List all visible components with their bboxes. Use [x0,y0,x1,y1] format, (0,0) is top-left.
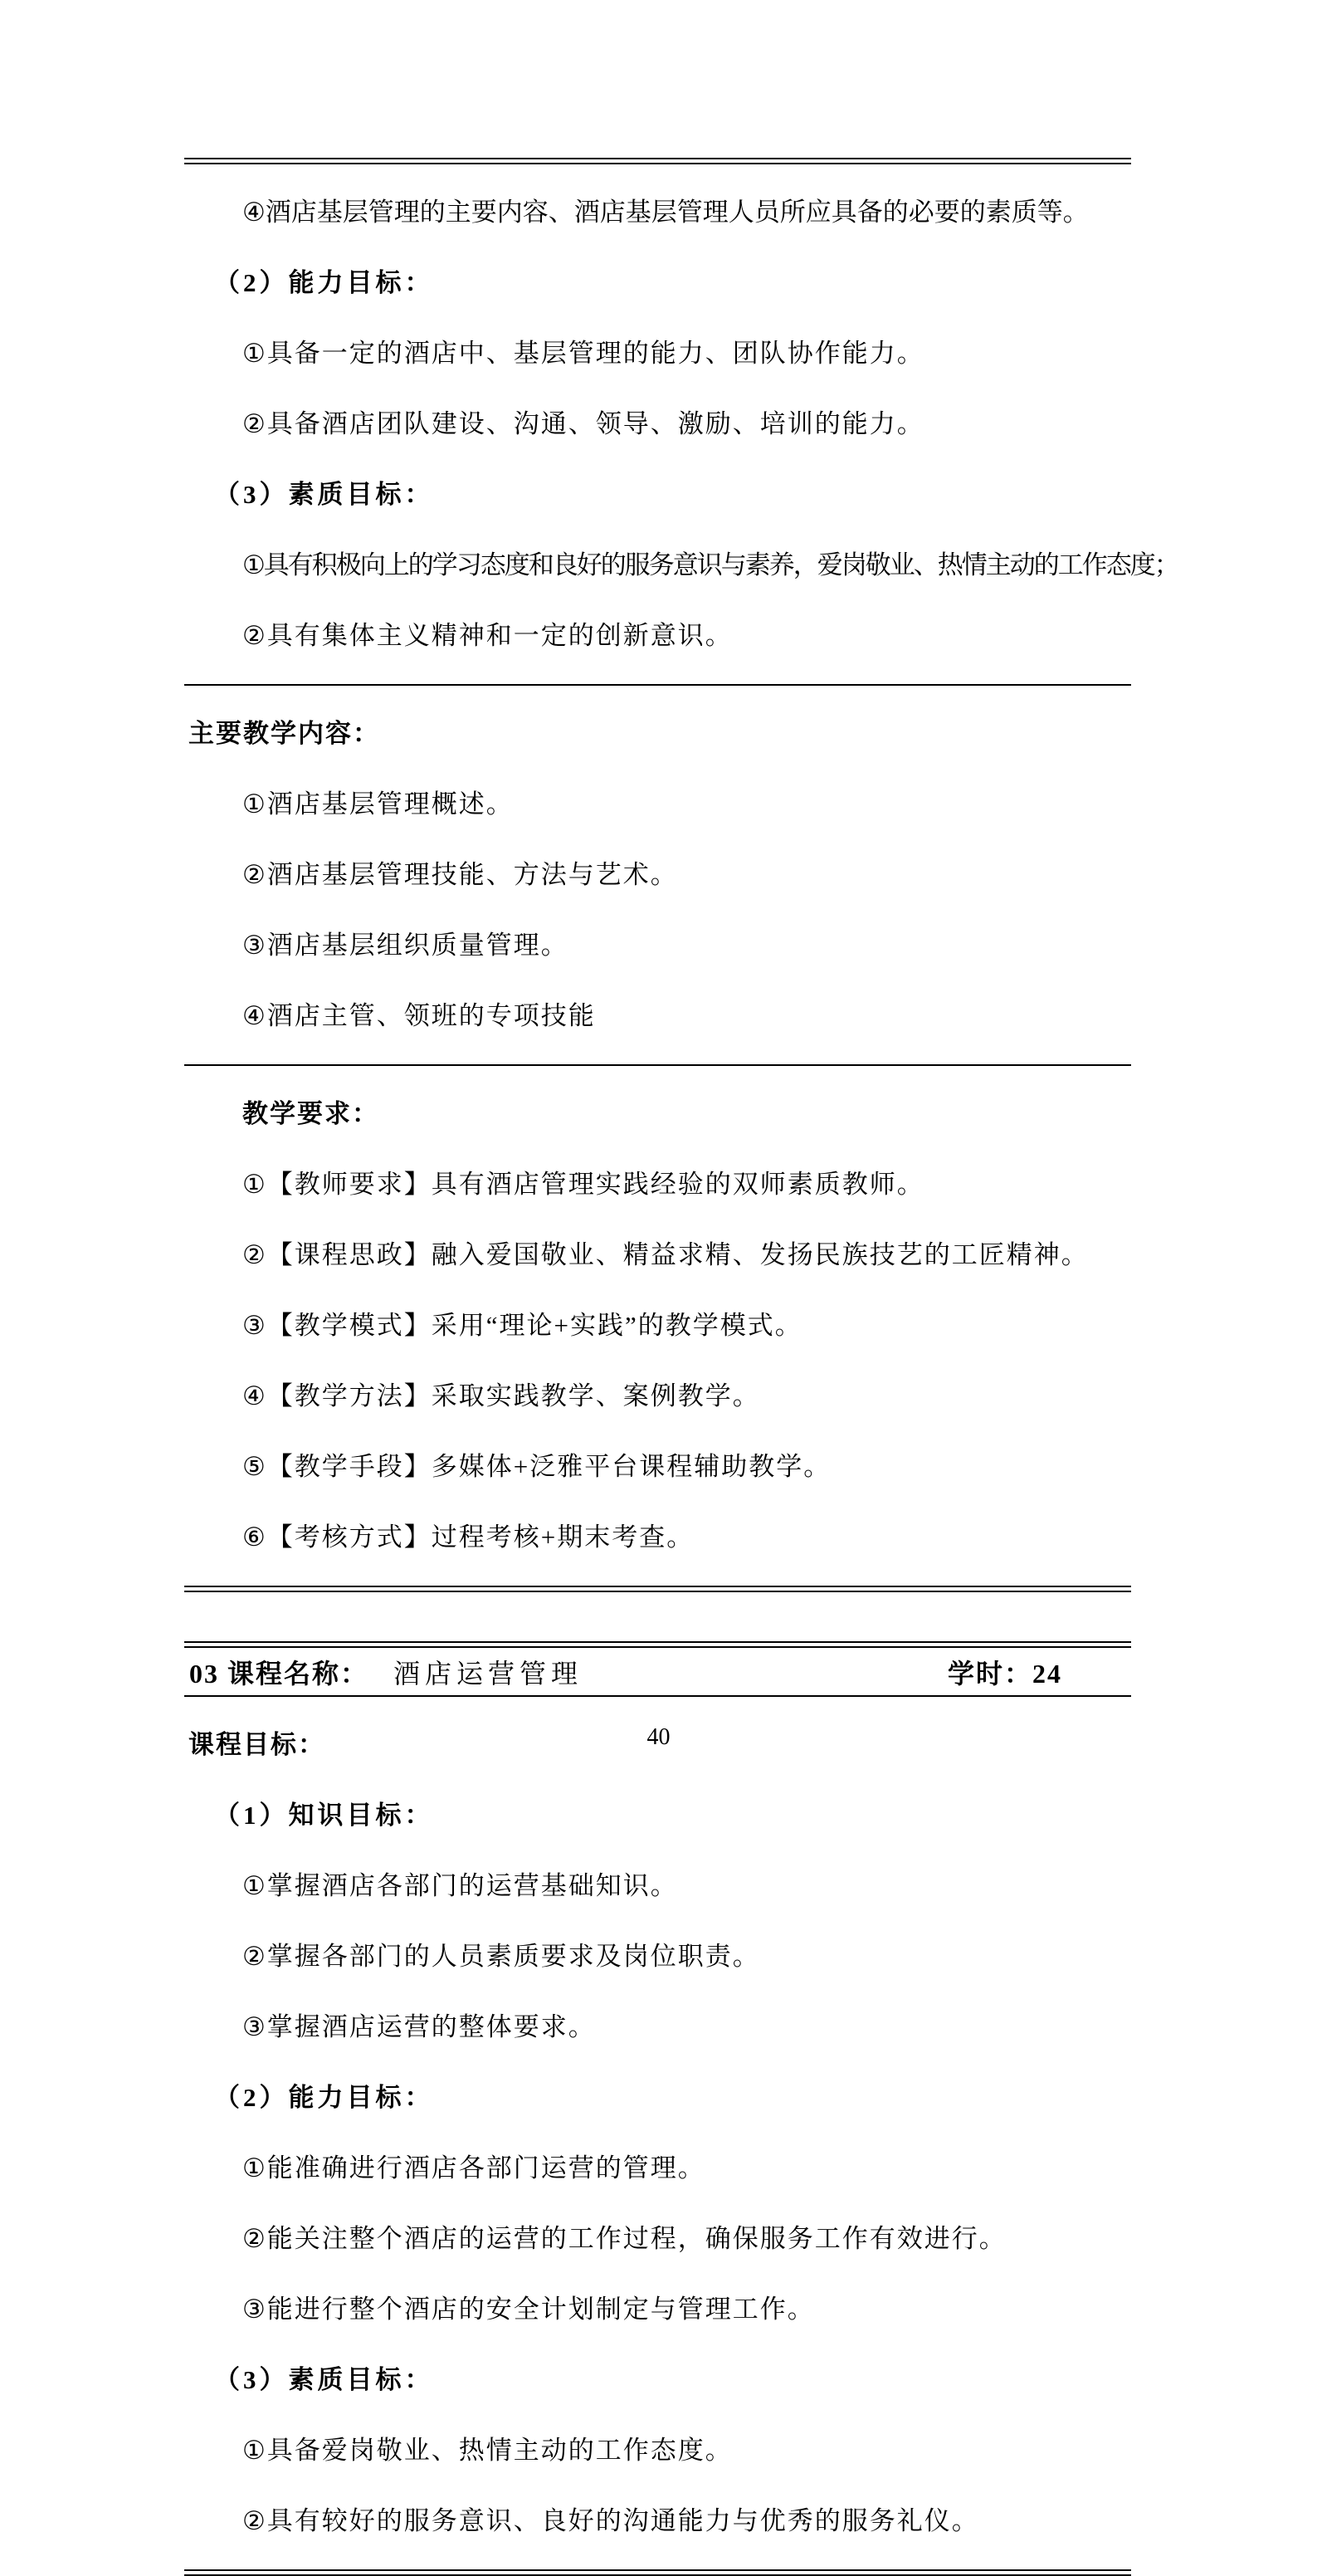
teaching-requirements-heading: 教学要求： [242,1099,379,1128]
teaching-requirement-item: ③【教学模式】采用“理论+实践”的教学模式。 [242,1311,802,1340]
teaching-requirement-item: ⑤【教学手段】多媒体+泛雅平台课程辅助教学。 [242,1452,832,1481]
ability-item: ①能准确进行酒店各部门运营的管理。 [242,2153,705,2183]
course03-header-row [184,1648,1131,1695]
quality-item: ②具有较好的服务意识、良好的沟通能力与优秀的服务礼仪。 [242,2506,979,2535]
course02-teaching-content-section [184,711,1131,1039]
course-hours-label: 学时： [947,1658,1032,1689]
teaching-content-item: ④酒店主管、领班的专项技能 [242,1001,596,1030]
course03-goals-section [184,1723,1131,2544]
ability-item: ②能关注整个酒店的运营的工作过程，确保服务工作有效进行。 [242,2224,1007,2253]
ability-item: ③能进行整个酒店的安全计划制定与管理工作。 [242,2295,815,2324]
teaching-content-item: ①酒店基层管理概述。 [242,789,514,819]
teaching-requirement-item: ⑥【考核方式】过程考核+期末考查。 [242,1523,695,1552]
quality-item: ①具备爱岗敬业、热情主动的工作态度。 [242,2436,733,2465]
quality-goal-heading: （3）素质目标： [214,2365,434,2394]
row-divider [184,684,1131,686]
knowledge-item: ③掌握酒店运营的整体要求。 [242,2012,596,2041]
ability-goal-heading: （2）能力目标： [214,268,434,297]
ability-goal-heading: （2）能力目标： [214,2083,434,2112]
quality-item: ②具有集体主义精神和一定的创新意识。 [242,621,733,650]
knowledge-item: ①掌握酒店各部门的运营基础知识。 [242,1871,678,1900]
course-hours [948,1653,1062,1691]
course-hours-value: 24 [1032,1658,1062,1689]
teaching-requirement-item: ②【课程思政】融入爱国敬业、精益求精、发扬民族技艺的工匠精神。 [242,1240,1089,1269]
course02-teaching-requirements-section [184,1092,1131,1560]
knowledge-item-4: ④酒店基层管理的主要内容、酒店基层管理人员所应具备的必要的素质等。 [242,198,1089,227]
course-name-label: 03 课程名称： [189,1658,369,1689]
course03-title [189,1653,583,1691]
table-top-double-border [184,158,1131,164]
quality-item: ①具有积极向上的学习态度和良好的服务意识与素养，爱岗敬业、热情主动的工作态度； [242,550,1178,579]
table-top-double-border [184,1641,1131,1648]
table-gap [184,1592,1131,1641]
teaching-requirement-item: ①【教师要求】具有酒店管理实践经验的双师素质教师。 [242,1170,924,1199]
course-syllabus-content [184,158,1178,2576]
page-number: 40 [646,1724,671,1750]
row-divider [184,1695,1131,1697]
teaching-content-item: ③酒店基层组织质量管理。 [242,931,568,960]
teaching-content-item: ②酒店基层管理技能、方法与艺术。 [242,860,678,889]
course-name-value: 酒店运营管理 [393,1658,583,1689]
teaching-requirement-item: ④【教学方法】采取实践教学、案例教学。 [242,1381,760,1410]
row-divider [184,1064,1131,1066]
teaching-content-heading: 主要教学内容： [188,719,380,748]
course-goal-heading: 课程目标： [188,1730,325,1759]
table-bottom-double-border [184,1586,1131,1592]
quality-goal-heading: （3）素质目标： [214,480,434,509]
ability-item: ②具备酒店团队建设、沟通、领导、激励、培训的能力。 [242,409,924,438]
knowledge-goal-heading: （1）知识目标： [214,1801,434,1830]
ability-item: ①具备一定的酒店中、基层管理的能力、团队协作能力。 [242,339,924,368]
knowledge-item: ②掌握各部门的人员素质要求及岗位职责。 [242,1942,760,1971]
course02-goals-tail-section [184,190,1178,658]
table-bottom-double-border [184,2569,1131,2576]
